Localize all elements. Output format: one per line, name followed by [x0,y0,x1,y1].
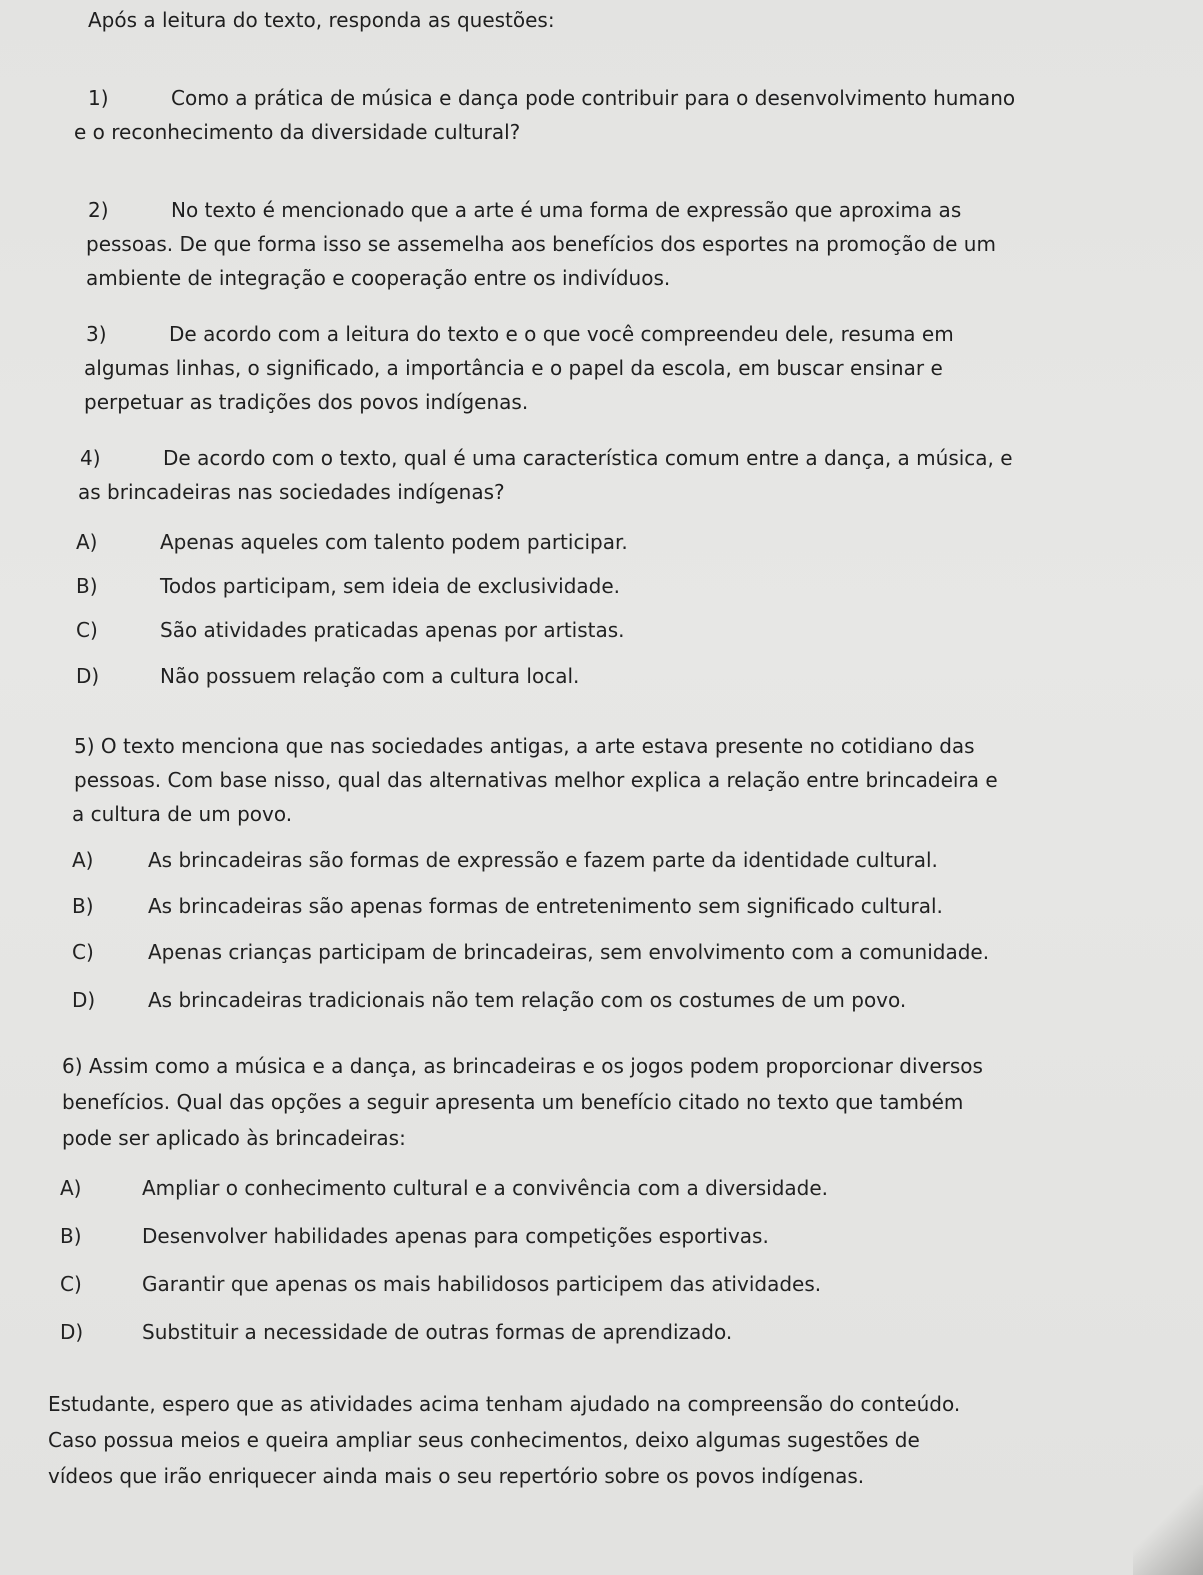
question-5-line-2: pessoas. Com base nisso, qual das alternativas melhor explica a relação entre brincadeira e [74,768,998,792]
question-3-number: 3) [86,322,107,346]
question-6-option-a: A) Ampliar o conhecimento cultural e a convivência com a diversidade. [60,1176,829,1200]
question-4-number: 4) [80,446,101,470]
question-5-line-3: a cultura de um povo. [72,802,293,826]
question-5-line-1: 5) O texto menciona que nas sociedades antigas, a arte estava presente no cotidiano das [74,734,975,758]
question-6-line-1: 6) Assim como a música e a dança, as brincadeiras e os jogos podem proporcionar diversos [62,1054,983,1078]
question-6-option-d: D) Substituir a necessidade de outras formas de aprendizado. [60,1320,733,1344]
question-2-line-1: 2) No texto é mencionado que a arte é uma forma de expressão que aproxima as [88,198,962,222]
question-4-option-c: C) São atividades praticadas apenas por artistas. [76,618,625,642]
question-5-option-c: C) Apenas crianças participam de brincadeiras, sem envolvimento com a comunidade. [72,940,990,964]
question-5-option-b: B) As brincadeiras são apenas formas de entretenimento sem significado cultural. [72,894,943,918]
question-4-option-d: D) Não possuem relação com a cultura local. [76,664,580,688]
page-corner-shadow [1133,1485,1203,1575]
question-4-line-1: 4) De acordo com o texto, qual é uma característica comum entre a dança, a música, e [80,446,1013,470]
closing-line-3: vídeos que irão enriquecer ainda mais o seu repertório sobre os povos indígenas. [48,1464,865,1488]
question-4-option-a: A) Apenas aqueles com talento podem participar. [76,530,628,554]
question-6-line-2: benefícios. Qual das opções a seguir apresenta um benefício citado no texto que também [62,1090,964,1114]
question-3-line-3: perpetuar as tradições dos povos indígenas. [84,390,529,414]
question-2-number: 2) [88,198,109,222]
question-6-line-3: pode ser aplicado às brincadeiras: [62,1126,406,1150]
question-2-line-3: ambiente de integração e cooperação entre os indivíduos. [86,266,671,290]
closing-line-2: Caso possua meios e queira ampliar seus conhecimentos, deixo algumas sugestões de [48,1428,920,1452]
question-3-line-1: 3) De acordo com a leitura do texto e o que você compreendeu dele, resuma em [86,322,954,346]
instructions-heading: Após a leitura do texto, responda as questões: [88,8,555,32]
question-1-line-1: 1) Como a prática de música e dança pode contribuir para o desenvolvimento humano [88,86,1016,110]
question-3-line-2: algumas linhas, o significado, a importância e o papel da escola, em buscar ensinar e [84,356,943,380]
question-6-option-b: B) Desenvolver habilidades apenas para competições esportivas. [60,1224,769,1248]
question-1-number: 1) [88,86,109,110]
question-2-line-2: pessoas. De que forma isso se assemelha aos benefícios dos esportes na promoção de um [86,232,996,256]
question-5-option-d: D) As brincadeiras tradicionais não tem relação com os costumes de um povo. [72,988,907,1012]
question-5-option-a: A) As brincadeiras são formas de expressão e fazem parte da identidade cultural. [72,848,938,872]
question-4-line-2: as brincadeiras nas sociedades indígenas? [78,480,505,504]
question-6-option-c: C) Garantir que apenas os mais habilidosos participem das atividades. [60,1272,822,1296]
closing-line-1: Estudante, espero que as atividades acima tenham ajudado na compreensão do conteúdo. [48,1392,961,1416]
question-4-option-b: B) Todos participam, sem ideia de exclusividade. [76,574,621,598]
question-1-line-2: e o reconhecimento da diversidade cultural? [74,120,521,144]
